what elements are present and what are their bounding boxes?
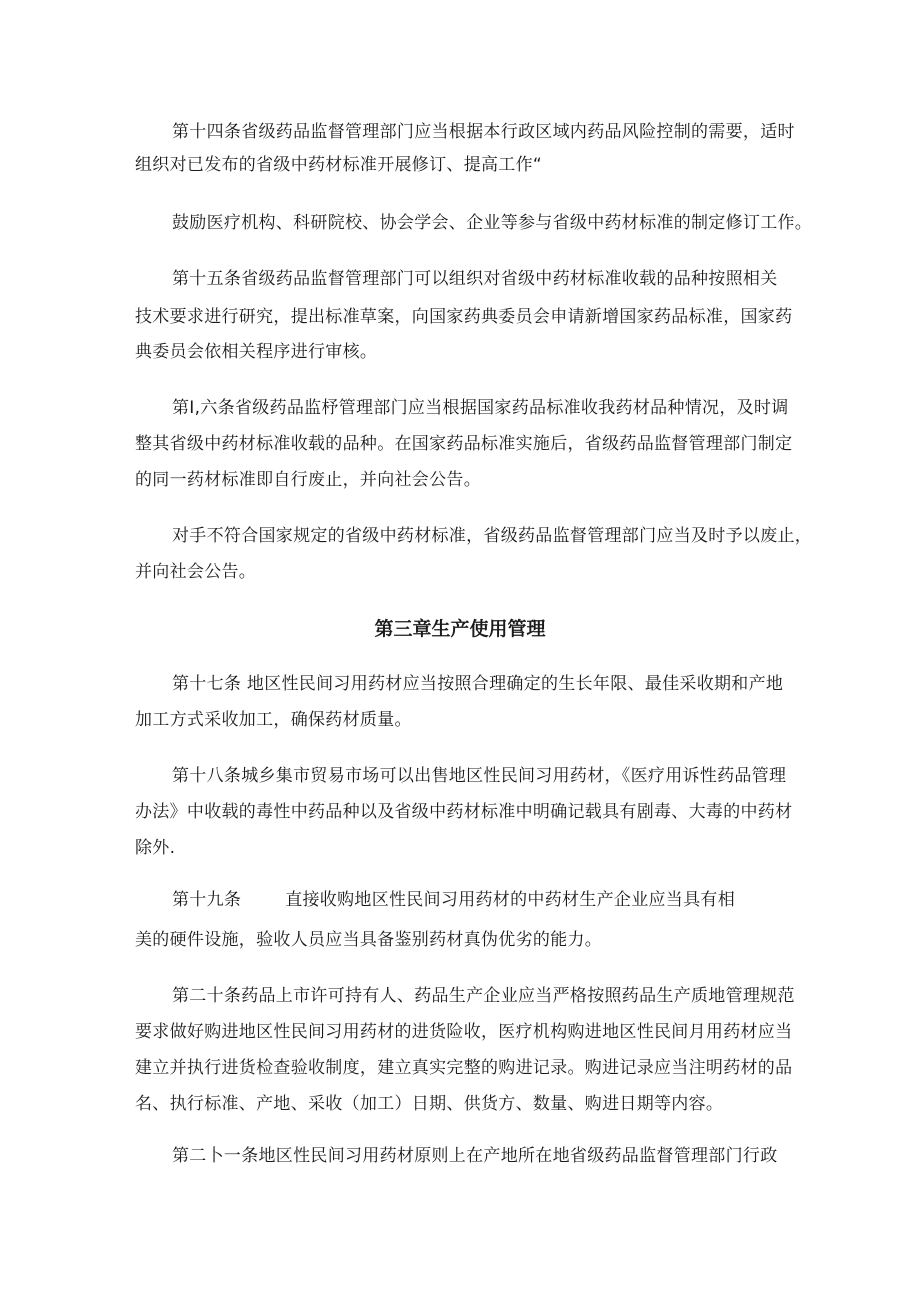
paragraph-line: 要求做好购进地区性民间习用药材的进货险收，医疗机构购进地区性民间月用药材应当 — [135, 1022, 793, 1042]
paragraph-line: 并向社会公告。 — [135, 562, 257, 582]
chapter-heading: 第三章生产使用管理 — [374, 618, 546, 640]
paragraph-line: 第二卜一条地区性民间习用药材原则上在产地所在地省级药品监督管理部门行政 — [172, 1146, 778, 1166]
paragraph-line: 组织对已发布的省级中药材标准开展修订、提高工作“ — [135, 155, 543, 175]
paragraph-line: 技术要求进行研究，提出标准草案，向国家药典委员会申请新增国家药品标准，国家药 — [135, 307, 793, 327]
paragraph-line: 对手不符合国家规定的省级中药材标准，省级药品监督管理部门应当及时予以废止， — [172, 526, 813, 546]
paragraph-line: 第十五条省级药品监督管理部门可以组织对省级中药材标准收载的品种按照相关 — [172, 269, 778, 289]
paragraph-line: 加工方式采收加工，确保药材质量。 — [135, 710, 412, 730]
paragraph-line: 名、执行标准、产地、采收（加工）日期、供货方、数量、购进日期等内容。 — [135, 1094, 724, 1114]
article-number: 第十九条 — [172, 890, 242, 910]
paragraph-line: 美的硬件设施，验收人员应当具备鉴别药材真伪优劣的能力。 — [135, 930, 603, 950]
paragraph-line: 除外. — [135, 838, 176, 858]
paragraph-line: 第十四条省级药品监督管理部门应当根据本行政区域内药品风险控制的需要，适时 — [172, 122, 795, 142]
paragraph-line: 建立并执行进货检查验收制度，建立真实完整的购进记录。购进记录应当注明药材的品 — [135, 1058, 793, 1078]
paragraph-line: 典委员会依相关程序进行审核。 — [135, 342, 378, 362]
paragraph-line: 的同一药材标准即自行废止，并向社会公告。 — [135, 470, 481, 490]
paragraph-line: 第十七条 地区性民间习用药材应当按照合理确定的生长年限、最佳采收期和产地 — [172, 674, 784, 694]
paragraph-line — [172, 889, 735, 911]
paragraph-line: 办法》中收载的毒性中药品种以及省级中药材标准中明确记载具有剧毒、大毒的中药材 — [135, 802, 793, 822]
article-text: 直接收购地区性民间习用药材的中药材生产企业应当具有相 — [285, 890, 736, 910]
paragraph-line: 第I,六条省级药品监杼管理部门应当根据国家药品标准收我药材品种情况，及时调 — [172, 398, 789, 418]
paragraph-line: 整其省级中药材标准收载的品种。在国家药品标准实施后，省级药品监督管理部门制定 — [135, 434, 793, 454]
paragraph-line: 第十八条城乡集市贸易市场可以出售地区性民间习用药材，《医疗用诉性药品管理 — [172, 766, 787, 786]
paragraph-line: 第二十条药品上市许可持有人、药品生产企业应当严格按照药品生产质地管理规范 — [172, 986, 795, 1006]
paragraph-line: 鼓励医疗机构、科研院校、协会学会、企业等参与省级中药材标准的制定修订工作。 — [172, 213, 813, 233]
